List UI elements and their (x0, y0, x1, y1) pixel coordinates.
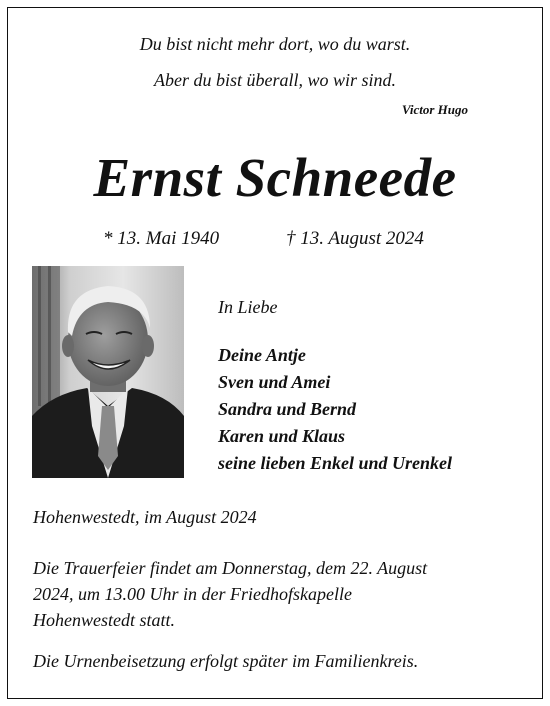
burial-info: Die Urnenbeisetzung erfolgt später im Familienkreis. (33, 651, 419, 671)
mourners-intro: In Liebe (218, 297, 278, 317)
deceased-name: Ernst Schneede (93, 147, 457, 208)
quote-line-2: Aber du bist überall, wo wir sind. (153, 70, 396, 90)
portrait-illustration (32, 266, 184, 478)
mourners-list (218, 342, 452, 477)
mourner-name: seine lieben Enkel und Urenkel (218, 453, 453, 473)
mourner-name: Karen und Klaus (218, 426, 346, 446)
quote-author: Victor Hugo (401, 102, 468, 117)
mourner-name: Sven und Amei (218, 372, 331, 392)
funeral-info (33, 555, 427, 633)
quote-line-1: Du bist nicht mehr dort, wo du warst. (139, 34, 411, 54)
place-and-date: Hohenwestedt, im August 2024 (33, 507, 257, 527)
funeral-info-line: Hohenwestedt statt. (33, 610, 175, 630)
mourner-name: Deine Antje (218, 345, 306, 365)
funeral-info-line: Die Trauerfeier findet am Donnerstag, dem 22. August (33, 558, 428, 578)
funeral-info-line: 2024, um 13.00 Uhr in der Friedhofskapelle (33, 584, 352, 604)
mourner-name: Sandra und Bernd (218, 399, 357, 419)
birth-date: * 13. Mai 1940 (103, 228, 220, 249)
portrait-photo (32, 266, 184, 478)
death-date: † 13. August 2024 (286, 228, 424, 249)
